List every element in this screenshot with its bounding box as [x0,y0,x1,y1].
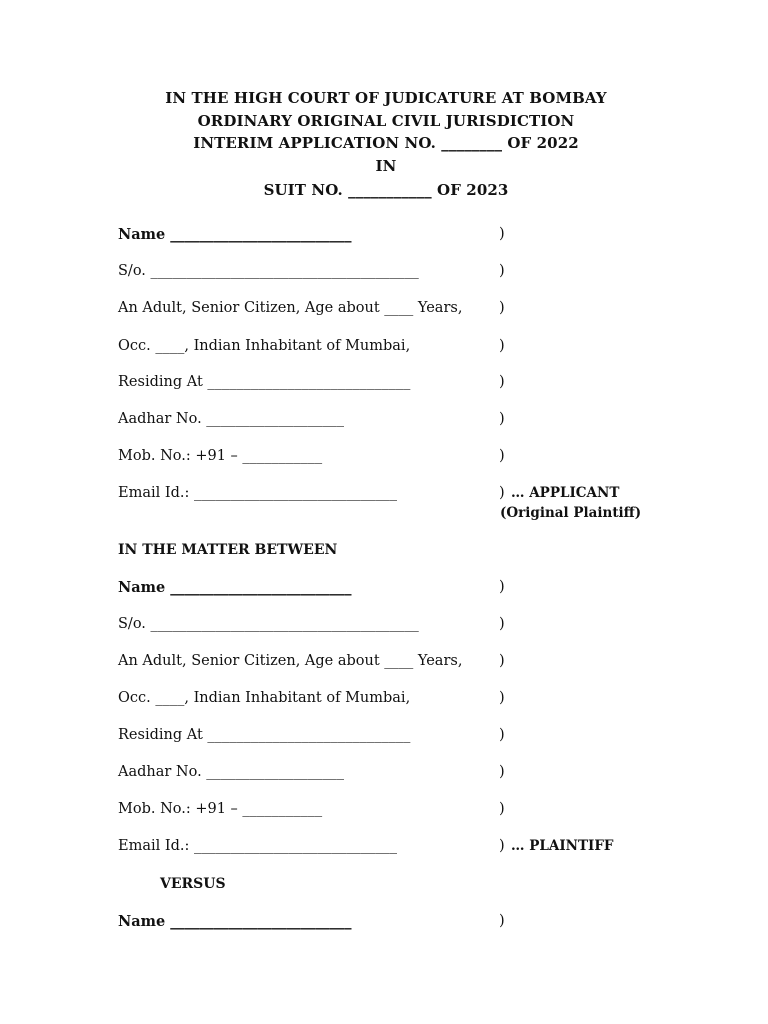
bracket: ) [499,653,505,669]
applicant-age-row [118,300,678,320]
bracket: ) [499,616,505,632]
plaintiff-occ-row [118,690,678,710]
court-title: IN THE HIGH COURT OF JUDICATURE AT BOMBAY [165,89,607,107]
plaintiff-so-row [118,616,678,636]
plaintiff-aadhar-field: Aadhar No. ___________________ [118,764,345,780]
applicant-so-field: S/o. _____________________________________ [118,263,419,279]
applicant-email-row [118,485,678,505]
bracket: ) [499,263,505,279]
bracket: ) [499,485,505,501]
plaintiff-mobile-field: Mob. No.: +91 – ___________ [118,801,323,817]
plaintiff-occ-field: Occ. ____, Indian Inhabitant of Mumbai, [118,690,411,706]
plaintiff-aadhar-row [118,764,678,784]
bracket: ) [499,764,505,780]
plaintiff-name-row [118,579,678,599]
plaintiff-email-row [118,838,678,858]
versus-heading: VERSUS [160,876,226,892]
applicant-residing-field: Residing At ____________________________ [118,374,411,390]
applicant-name-field: Name _________________________ [118,226,352,243]
bracket: ) [499,448,505,464]
plaintiff-residing-field: Residing At ____________________________ [118,727,411,743]
plaintiff-mobile-row [118,801,678,821]
applicant-aadhar-row [118,411,678,431]
bracket: ) [499,338,505,354]
suit-title: SUIT NO. ___________ OF 2023 [263,181,509,199]
bracket: ) [499,690,505,706]
applicant-mobile-field: Mob. No.: +91 – ___________ [118,448,323,464]
bracket: ) [499,374,505,390]
applicant-role-sub: (Original Plaintiff) [500,505,642,521]
connector-in: IN [375,157,397,175]
bracket: ) [499,727,505,743]
applicant-mobile-row [118,448,678,468]
plaintiff-role: … PLAINTIFF [511,838,614,854]
plaintiff-age-field: An Adult, Senior Citizen, Age about ____ Years, [118,653,463,669]
applicant-so-row [118,263,678,283]
applicant-aadhar-field: Aadhar No. ___________________ [118,411,345,427]
bracket: ) [499,300,505,316]
plaintiff-email-field: Email Id.: ____________________________ [118,838,397,854]
bracket: ) [499,801,505,817]
defendant-name-row [118,913,678,933]
applicant-occ-row [118,338,678,358]
jurisdiction-title: ORDINARY ORIGINAL CIVIL JURISDICTION [197,112,575,130]
bracket: ) [499,411,505,427]
applicant-email-field: Email Id.: ____________________________ [118,485,397,501]
applicant-name-row [118,226,678,246]
application-title: INTERIM APPLICATION NO. ________ OF 2022 [193,134,579,152]
bracket: ) [499,226,505,242]
applicant-occ-field: Occ. ____, Indian Inhabitant of Mumbai, [118,338,411,354]
bracket: ) [499,838,505,854]
plaintiff-so-field: S/o. _____________________________________ [118,616,419,632]
matter-between-heading: IN THE MATTER BETWEEN [118,542,338,558]
applicant-age-field: An Adult, Senior Citizen, Age about ____ Years, [118,300,463,316]
defendant-name-field: Name _________________________ [118,913,352,930]
applicant-residing-row [118,374,678,394]
applicant-role: … APPLICANT [511,485,620,501]
plaintiff-age-row [118,653,678,673]
plaintiff-residing-row [118,727,678,747]
bracket: ) [499,579,505,595]
plaintiff-name-field: Name _________________________ [118,579,352,596]
bracket: ) [499,913,505,929]
